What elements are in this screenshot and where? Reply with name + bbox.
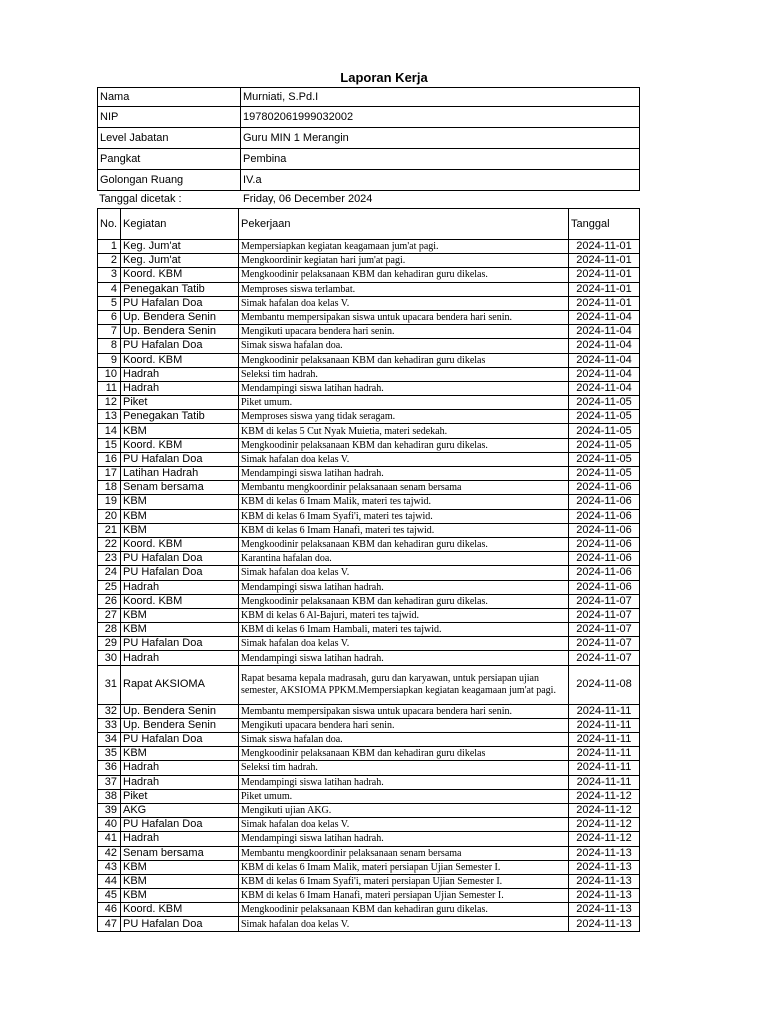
row-kegiatan: Koord. KBM — [121, 353, 239, 367]
row-kegiatan: Hadrah — [121, 367, 239, 381]
table-row — [98, 917, 640, 931]
row-pekerjaan: Seleksi tim hadrah. — [239, 761, 569, 775]
identity-label: Pangkat — [98, 149, 241, 170]
row-kegiatan: Koord. KBM — [121, 594, 239, 608]
row-kegiatan: PU Hafalan Doa — [121, 637, 239, 651]
identity-row — [98, 107, 640, 128]
row-number: 4 — [98, 282, 121, 296]
table-header-row — [98, 209, 640, 240]
row-pekerjaan: Mengkoodinir pelaksanaan KBM dan kehadiran guru dikelas. — [239, 903, 569, 917]
row-kegiatan: Keg. Jum'at — [121, 240, 239, 254]
row-pekerjaan: Membantu mengkoordinir pelaksanaan senam bersama — [239, 481, 569, 495]
table-row — [98, 608, 640, 622]
row-pekerjaan: Mendampingi siswa latihan hadrah. — [239, 381, 569, 395]
row-number: 31 — [98, 665, 121, 704]
identity-row — [98, 128, 640, 149]
table-row — [98, 747, 640, 761]
row-kegiatan: PU Hafalan Doa — [121, 296, 239, 310]
table-row — [98, 254, 640, 268]
row-kegiatan: Koord. KBM — [121, 537, 239, 551]
row-tanggal: 2024-11-08 — [569, 665, 640, 704]
row-kegiatan: KBM — [121, 523, 239, 537]
row-number: 46 — [98, 903, 121, 917]
row-kegiatan: Koord. KBM — [121, 438, 239, 452]
row-number: 43 — [98, 860, 121, 874]
row-pekerjaan: Membantu mempersipakan siswa untuk upacara bendera hari senin. — [239, 310, 569, 324]
row-kegiatan: Hadrah — [121, 761, 239, 775]
row-number: 17 — [98, 467, 121, 481]
row-kegiatan: PU Hafalan Doa — [121, 917, 239, 931]
row-number: 41 — [98, 832, 121, 846]
row-number: 21 — [98, 523, 121, 537]
row-pekerjaan: Rapat besama kepala madrasah, guru dan karyawan, untuk persiapan ujian semester, AKSIOMA PPKM.Mempersiapkan kegiatan keagamaan jum'at pagi. — [239, 665, 569, 704]
identity-label: NIP — [98, 107, 241, 128]
row-number: 27 — [98, 608, 121, 622]
row-number: 19 — [98, 495, 121, 509]
row-number: 25 — [98, 580, 121, 594]
row-kegiatan: Up. Bendera Senin — [121, 310, 239, 324]
row-number: 2 — [98, 254, 121, 268]
row-tanggal: 2024-11-06 — [569, 566, 640, 580]
row-number: 24 — [98, 566, 121, 580]
table-row — [98, 424, 640, 438]
row-pekerjaan: Mendampingi siswa latihan hadrah. — [239, 775, 569, 789]
table-row — [98, 339, 640, 353]
row-tanggal: 2024-11-01 — [569, 240, 640, 254]
identity-label: Nama — [98, 88, 241, 107]
row-tanggal: 2024-11-06 — [569, 523, 640, 537]
row-tanggal: 2024-11-12 — [569, 803, 640, 817]
row-kegiatan: Rapat AKSIOMA — [121, 665, 239, 704]
row-number: 40 — [98, 818, 121, 832]
row-kegiatan: KBM — [121, 889, 239, 903]
row-tanggal: 2024-11-13 — [569, 846, 640, 860]
row-number: 33 — [98, 718, 121, 732]
row-tanggal: 2024-11-11 — [569, 747, 640, 761]
row-number: 26 — [98, 594, 121, 608]
identity-label: Level Jabatan — [98, 128, 241, 149]
row-number: 5 — [98, 296, 121, 310]
row-tanggal: 2024-11-13 — [569, 874, 640, 888]
row-number: 23 — [98, 552, 121, 566]
row-tanggal: 2024-11-11 — [569, 704, 640, 718]
row-kegiatan: Hadrah — [121, 775, 239, 789]
row-tanggal: 2024-11-05 — [569, 396, 640, 410]
identity-value: IV.a — [241, 170, 640, 191]
table-row — [98, 325, 640, 339]
row-tanggal: 2024-11-07 — [569, 623, 640, 637]
row-pekerjaan: Mengkoodinir pelaksanaan KBM dan kehadiran guru dikelas. — [239, 594, 569, 608]
row-pekerjaan: Simak hafalan doa kelas V. — [239, 566, 569, 580]
row-pekerjaan: Piket umum. — [239, 396, 569, 410]
row-kegiatan: PU Hafalan Doa — [121, 339, 239, 353]
row-tanggal: 2024-11-06 — [569, 509, 640, 523]
row-tanggal: 2024-11-04 — [569, 381, 640, 395]
row-kegiatan: Penegakan Tatib — [121, 410, 239, 424]
identity-value: 197802061999032002 — [241, 107, 640, 128]
row-pekerjaan: Mempersiapkan kegiatan keagamaan jum'at pagi. — [239, 240, 569, 254]
table-row — [98, 367, 640, 381]
row-tanggal: 2024-11-01 — [569, 254, 640, 268]
row-pekerjaan: Simak siswa hafalan doa. — [239, 733, 569, 747]
row-tanggal: 2024-11-13 — [569, 860, 640, 874]
row-pekerjaan: KBM di kelas 6 Imam Syafi'i, materi tes tajwid. — [239, 509, 569, 523]
row-kegiatan: KBM — [121, 860, 239, 874]
table-row — [98, 903, 640, 917]
table-row — [98, 481, 640, 495]
row-pekerjaan: Memproses siswa terlambat. — [239, 282, 569, 296]
row-pekerjaan: Simak hafalan doa kelas V. — [239, 818, 569, 832]
row-pekerjaan: Mengkoodinir pelaksanaan KBM dan kehadiran guru dikelas — [239, 353, 569, 367]
identity-label: Golongan Ruang — [98, 170, 241, 191]
table-row — [98, 818, 640, 832]
row-number: 45 — [98, 889, 121, 903]
table-row — [98, 353, 640, 367]
table-row — [98, 623, 640, 637]
header-no: No. — [98, 209, 121, 240]
table-row — [98, 651, 640, 665]
row-number: 18 — [98, 481, 121, 495]
identity-row — [98, 170, 640, 191]
row-kegiatan: Senam bersama — [121, 481, 239, 495]
table-row — [98, 452, 640, 466]
row-pekerjaan: Simak hafalan doa kelas V. — [239, 452, 569, 466]
row-kegiatan: PU Hafalan Doa — [121, 733, 239, 747]
row-pekerjaan: KBM di kelas 6 Al-Bajuri, materi tes tajwid. — [239, 608, 569, 622]
table-row — [98, 580, 640, 594]
row-kegiatan: Piket — [121, 396, 239, 410]
table-row — [98, 396, 640, 410]
row-tanggal: 2024-11-13 — [569, 903, 640, 917]
row-pekerjaan: Membantu mengkoordinir pelaksanaan senam bersama — [239, 846, 569, 860]
row-tanggal: 2024-11-12 — [569, 832, 640, 846]
row-tanggal: 2024-11-04 — [569, 339, 640, 353]
identity-value: Pembina — [241, 149, 640, 170]
row-pekerjaan: Mengkoodinir pelaksanaan KBM dan kehadiran guru dikelas. — [239, 268, 569, 282]
row-number: 28 — [98, 623, 121, 637]
row-pekerjaan: Memproses siswa yang tidak seragam. — [239, 410, 569, 424]
row-tanggal: 2024-11-11 — [569, 775, 640, 789]
table-row — [98, 846, 640, 860]
row-tanggal: 2024-11-06 — [569, 552, 640, 566]
row-tanggal: 2024-11-06 — [569, 580, 640, 594]
table-row — [98, 310, 640, 324]
table-row — [98, 552, 640, 566]
row-pekerjaan: Mengikuti upacara bendera hari senin. — [239, 325, 569, 339]
row-pekerjaan: Seleksi tim hadrah. — [239, 367, 569, 381]
row-pekerjaan: Mendampingi siswa latihan hadrah. — [239, 580, 569, 594]
row-kegiatan: KBM — [121, 509, 239, 523]
row-kegiatan: Latihan Hadrah — [121, 467, 239, 481]
row-tanggal: 2024-11-07 — [569, 594, 640, 608]
row-kegiatan: Keg. Jum'at — [121, 254, 239, 268]
row-tanggal: 2024-11-05 — [569, 452, 640, 466]
row-number: 15 — [98, 438, 121, 452]
row-tanggal: 2024-11-01 — [569, 296, 640, 310]
row-number: 10 — [98, 367, 121, 381]
row-tanggal: 2024-11-05 — [569, 424, 640, 438]
row-number: 1 — [98, 240, 121, 254]
row-kegiatan: Up. Bendera Senin — [121, 325, 239, 339]
table-row — [98, 665, 640, 704]
row-kegiatan: Hadrah — [121, 651, 239, 665]
row-number: 7 — [98, 325, 121, 339]
identity-value: Murniati, S.Pd.I — [241, 88, 640, 107]
row-pekerjaan: Karantina hafalan doa. — [239, 552, 569, 566]
row-number: 3 — [98, 268, 121, 282]
row-tanggal: 2024-11-06 — [569, 495, 640, 509]
table-row — [98, 832, 640, 846]
header-pekerjaan: Pekerjaan — [239, 209, 569, 240]
row-tanggal: 2024-11-07 — [569, 637, 640, 651]
row-tanggal: 2024-11-13 — [569, 889, 640, 903]
row-pekerjaan: KBM di kelas 6 Imam Malik, materi tes tajwid. — [239, 495, 569, 509]
row-pekerjaan: KBM di kelas 6 Imam Malik, materi persiapan Ujian Semester I. — [239, 860, 569, 874]
row-tanggal: 2024-11-06 — [569, 537, 640, 551]
row-pekerjaan: Simak hafalan doa kelas V. — [239, 917, 569, 931]
row-tanggal: 2024-11-05 — [569, 410, 640, 424]
table-row — [98, 381, 640, 395]
row-pekerjaan: KBM di kelas 6 Imam Syafi'i, materi persiapan Ujian Semester I. — [239, 874, 569, 888]
table-row — [98, 495, 640, 509]
row-kegiatan: Penegakan Tatib — [121, 282, 239, 296]
row-kegiatan: Up. Bendera Senin — [121, 704, 239, 718]
row-number: 29 — [98, 637, 121, 651]
row-kegiatan: PU Hafalan Doa — [121, 552, 239, 566]
row-number: 8 — [98, 339, 121, 353]
row-pekerjaan: Simak hafalan doa kelas V. — [239, 637, 569, 651]
identity-table — [97, 87, 640, 191]
table-row — [98, 523, 640, 537]
row-number: 47 — [98, 917, 121, 931]
row-number: 30 — [98, 651, 121, 665]
row-tanggal: 2024-11-11 — [569, 718, 640, 732]
work-log-table — [97, 208, 640, 932]
row-pekerjaan: Mendampingi siswa latihan hadrah. — [239, 832, 569, 846]
row-tanggal: 2024-11-11 — [569, 733, 640, 747]
row-tanggal: 2024-11-12 — [569, 818, 640, 832]
row-number: 37 — [98, 775, 121, 789]
row-tanggal: 2024-11-12 — [569, 789, 640, 803]
report-title: Laporan Kerja — [340, 70, 428, 85]
table-row — [98, 733, 640, 747]
row-pekerjaan: Mengikuti upacara bendera hari senin. — [239, 718, 569, 732]
table-row — [98, 775, 640, 789]
table-row — [98, 438, 640, 452]
row-kegiatan: AKG — [121, 803, 239, 817]
row-pekerjaan: Simak hafalan doa kelas V. — [239, 296, 569, 310]
row-number: 34 — [98, 733, 121, 747]
row-number: 13 — [98, 410, 121, 424]
row-kegiatan: PU Hafalan Doa — [121, 818, 239, 832]
row-number: 20 — [98, 509, 121, 523]
row-kegiatan: KBM — [121, 623, 239, 637]
row-kegiatan: Koord. KBM — [121, 268, 239, 282]
row-pekerjaan: Mengikuti ujian AKG. — [239, 803, 569, 817]
row-kegiatan: Hadrah — [121, 832, 239, 846]
table-row — [98, 467, 640, 481]
row-kegiatan: KBM — [121, 747, 239, 761]
row-kegiatan: KBM — [121, 495, 239, 509]
row-kegiatan: Koord. KBM — [121, 903, 239, 917]
header-kegiatan: Kegiatan — [121, 209, 239, 240]
row-pekerjaan: KBM di kelas 6 Imam Hanafi, materi tes tajwid. — [239, 523, 569, 537]
table-row — [98, 410, 640, 424]
row-kegiatan: Hadrah — [121, 580, 239, 594]
row-pekerjaan: Mendampingi siswa latihan hadrah. — [239, 651, 569, 665]
row-pekerjaan: Membantu mempersipakan siswa untuk upacara bendera hari senin. — [239, 704, 569, 718]
print-date-value: Friday, 06 December 2024 — [243, 193, 373, 205]
print-date-label: Tanggal dicetak : — [99, 193, 182, 205]
row-pekerjaan: Mengkoodinir pelaksanaan KBM dan kehadiran guru dikelas. — [239, 537, 569, 551]
row-number: 39 — [98, 803, 121, 817]
row-kegiatan: PU Hafalan Doa — [121, 452, 239, 466]
row-kegiatan: Up. Bendera Senin — [121, 718, 239, 732]
identity-value: Guru MIN 1 Merangin — [241, 128, 640, 149]
row-number: 14 — [98, 424, 121, 438]
table-row — [98, 240, 640, 254]
table-row — [98, 718, 640, 732]
identity-row — [98, 149, 640, 170]
row-tanggal: 2024-11-13 — [569, 917, 640, 931]
row-pekerjaan: KBM di kelas 6 Imam Hanafi, materi persiapan Ujian Semester I. — [239, 889, 569, 903]
table-row — [98, 594, 640, 608]
row-number: 32 — [98, 704, 121, 718]
table-row — [98, 509, 640, 523]
table-row — [98, 860, 640, 874]
row-number: 9 — [98, 353, 121, 367]
row-number: 22 — [98, 537, 121, 551]
row-pekerjaan: Piket umum. — [239, 789, 569, 803]
row-kegiatan: Hadrah — [121, 381, 239, 395]
row-tanggal: 2024-11-05 — [569, 438, 640, 452]
row-number: 36 — [98, 761, 121, 775]
table-row — [98, 537, 640, 551]
row-pekerjaan: Mengkoodinir pelaksanaan KBM dan kehadiran guru dikelas. — [239, 438, 569, 452]
table-row — [98, 566, 640, 580]
table-row — [98, 789, 640, 803]
row-kegiatan: Piket — [121, 789, 239, 803]
row-tanggal: 2024-11-04 — [569, 353, 640, 367]
row-number: 16 — [98, 452, 121, 466]
row-tanggal: 2024-11-05 — [569, 467, 640, 481]
row-number: 11 — [98, 381, 121, 395]
row-number: 44 — [98, 874, 121, 888]
row-number: 12 — [98, 396, 121, 410]
table-row — [98, 282, 640, 296]
table-row — [98, 874, 640, 888]
header-tanggal: Tanggal — [569, 209, 640, 240]
row-pekerjaan: KBM di kelas 6 Imam Hambali, materi tes tajwid. — [239, 623, 569, 637]
row-kegiatan: PU Hafalan Doa — [121, 566, 239, 580]
row-tanggal: 2024-11-07 — [569, 608, 640, 622]
row-kegiatan: Senam bersama — [121, 846, 239, 860]
row-number: 42 — [98, 846, 121, 860]
row-pekerjaan: Simak siswa hafalan doa. — [239, 339, 569, 353]
row-tanggal: 2024-11-04 — [569, 367, 640, 381]
row-tanggal: 2024-11-04 — [569, 325, 640, 339]
row-pekerjaan: KBM di kelas 5 Cut Nyak Muietia, materi sedekah. — [239, 424, 569, 438]
row-tanggal: 2024-11-11 — [569, 761, 640, 775]
row-pekerjaan: Mengkoordinir kegiatan hari jum'at pagi. — [239, 254, 569, 268]
table-row — [98, 761, 640, 775]
row-kegiatan: KBM — [121, 608, 239, 622]
row-kegiatan: KBM — [121, 874, 239, 888]
row-tanggal: 2024-11-06 — [569, 481, 640, 495]
row-tanggal: 2024-11-07 — [569, 651, 640, 665]
table-row — [98, 803, 640, 817]
row-kegiatan: KBM — [121, 424, 239, 438]
table-row — [98, 296, 640, 310]
row-number: 35 — [98, 747, 121, 761]
table-row — [98, 268, 640, 282]
row-number: 38 — [98, 789, 121, 803]
table-row — [98, 637, 640, 651]
identity-row — [98, 88, 640, 107]
table-row — [98, 704, 640, 718]
row-pekerjaan: Mendampingi siswa latihan hadrah. — [239, 467, 569, 481]
table-row — [98, 889, 640, 903]
row-number: 6 — [98, 310, 121, 324]
row-tanggal: 2024-11-04 — [569, 310, 640, 324]
row-pekerjaan: Mengkoodinir pelaksanaan KBM dan kehadiran guru dikelas — [239, 747, 569, 761]
row-tanggal: 2024-11-01 — [569, 282, 640, 296]
row-tanggal: 2024-11-01 — [569, 268, 640, 282]
